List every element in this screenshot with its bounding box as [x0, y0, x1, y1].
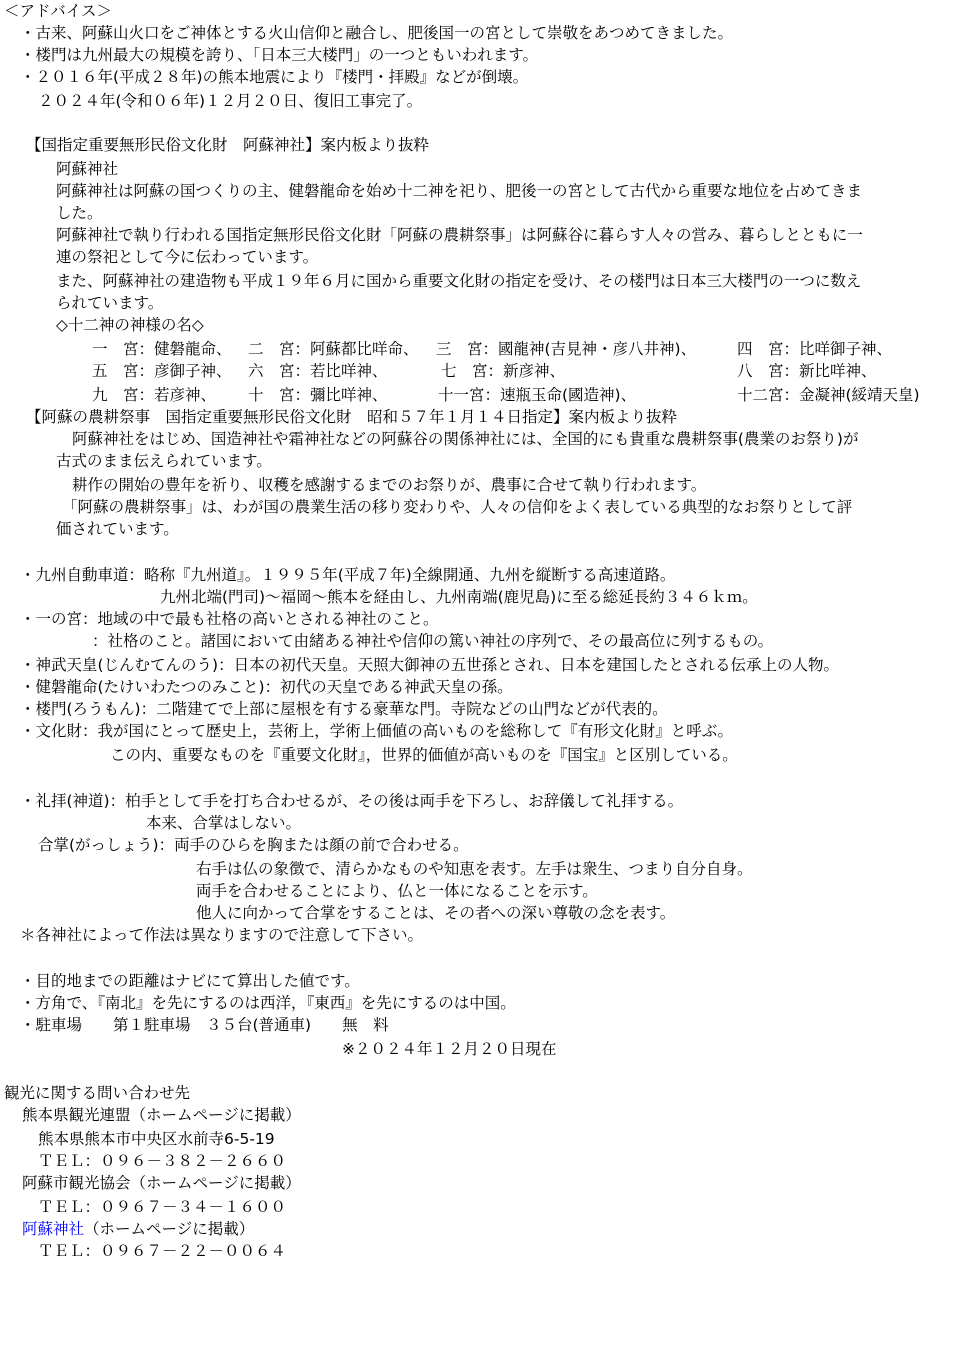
worship-line: 他人に向かって合掌をすることは、その者への深い尊敬の念を表す。 — [196, 904, 676, 922]
advice-line: ２０２４年(令和０６年)１２月２０日、復旧工事完了。 — [38, 92, 423, 110]
advice-line: ・楼門は九州最大の規模を誇り、「日本三大楼門」の一つともいわれます。 — [20, 46, 539, 64]
glossary-line: ・九州自動車道：略称『九州道』。１９９５年(平成７年)全線開通、九州を縦断する高速道路。 — [20, 566, 676, 584]
contact-tel: ＴＥＬ：０９６７－３４－１６００ — [38, 1198, 287, 1216]
plaque1-subheading: 阿蘇神社 — [56, 160, 119, 178]
contact-tel: ＴＥＬ：０９６７－２２－００６４ — [38, 1242, 287, 1260]
glossary-line: ・健磐龍命(たけいわたつのみこと)：初代の天皇である神武天皇の孫。 — [20, 678, 513, 696]
god-item: 十 宮：彌比咩神、 — [248, 386, 388, 404]
advice-line: ・２０１６年(平成２８年)の熊本地震により『楼門・拝殿』などが倒壊。 — [20, 68, 529, 86]
worship-line: 本来、合掌はしない。 — [146, 814, 302, 832]
parking-line: ・駐車場 第１駐車場 ３５台(普通車) 無 料 — [20, 1016, 389, 1034]
plaque1-line: 阿蘇神社は阿蘇の国つくりの主、健磐龍命を始め十二神を祀り、肥後一の宮として古代から重要な地位を占めてきま — [56, 182, 863, 200]
glossary-line: ・文化財：我が国にとって歴史上，芸術上，学術上価値の高いものを総称して『有形文化財』と呼ぶ。 — [20, 722, 734, 740]
note-line: ・方角で、『南北』を先にするのは西洋，『東西』を先にするのは中国。 — [20, 994, 516, 1012]
glossary-line: ・神武天皇(じんむてんのう)：日本の初代天皇。天照大御神の五世孫とされ、日本を建国したとされる伝承上の人物。 — [20, 656, 840, 674]
glossary-line: ・一の宮：地域の中で最も社格の高いとされる神社のこと。 — [20, 610, 439, 628]
gods-heading: ◇十二神の神様の名◇ — [56, 316, 204, 334]
note-line: ・目的地までの距離はナビにて算出した値です。 — [20, 972, 360, 990]
plaque2-line: 阿蘇神社をはじめ、国造神社や霜神社などの阿蘇谷の関係神社には、全国的にも貴重な農耕祭事(農業のお祭り)が — [72, 430, 859, 448]
contact-org: 熊本県観光連盟（ホームページに掲載） — [22, 1106, 301, 1124]
god-item: 六 宮：若比咩神、 — [248, 362, 388, 380]
advice-line: ・古来、阿蘇山火口をご神体とする火山信仰と融合し、肥後国一の宮として崇敬をあつめてきました。 — [20, 24, 734, 42]
advice-heading: ＜アドバイス＞ — [4, 2, 113, 20]
contact-org-row — [22, 1218, 254, 1240]
glossary-line: ：社格のこと。諸国において由緒ある神社や信仰の篤い神社の序列で、その最高位に列するもの。 — [92, 632, 774, 650]
god-item: 七 宮：新彦神、 — [441, 362, 566, 380]
contacts-heading: 観光に関する問い合わせ先 — [4, 1084, 191, 1102]
plaque2-line: 「阿蘇の農耕祭事」は、わが国の農業生活の移り変わりや、人々の信仰をよく表している典型的なお祭りとして評 — [62, 498, 853, 516]
god-item: 八 宮：新比咩神、 — [737, 362, 877, 380]
plaque2-line: 価されています。 — [56, 520, 179, 538]
plaque2-line: 古式のまま伝えられています。 — [56, 452, 272, 470]
contact-tel: ＴＥＬ：０９６－３８２－２６６０ — [38, 1152, 287, 1170]
plaque1-line: また、阿蘇神社の建造物も平成１９年６月に国から重要文化財の指定を受け、その楼門は日本三大楼門の一つに数え — [56, 272, 862, 290]
plaque1-heading: 【国指定重要無形民俗文化財 阿蘇神社】案内板より抜粋 — [26, 136, 430, 154]
glossary-line: 九州北端(門司)～福岡～熊本を経由し、九州南端(鹿児島)に至る総延長約３４６ｋｍ。 — [160, 588, 758, 606]
contact-address: 熊本県熊本市中央区水前寺6-5-19 — [38, 1130, 275, 1148]
plaque1-line: られています。 — [56, 294, 164, 312]
god-item: 三 宮：國龍神(吉見神・彦八井神)、 — [436, 340, 697, 358]
god-item: 一 宮：健磐龍命、 — [92, 340, 232, 358]
glossary-line: この内、重要なものを『重要文化財』，世界的価値が高いものを『国宝』と区別している。 — [110, 746, 738, 764]
plaque2-heading: 【阿蘇の農耕祭事 国指定重要無形民俗文化財 昭和５７年１月１４日指定】案内板より抜粋 — [26, 408, 678, 426]
worship-line: 合掌(がっしょう)：両手のひらを胸または顔の前で合わせる。 — [38, 836, 469, 854]
god-item: 四 宮：比咩御子神、 — [737, 340, 893, 358]
plaque1-line: した。 — [56, 204, 103, 222]
god-item: 十二宮：金凝神(綏靖天皇) — [737, 386, 920, 404]
as-of-date: ※２０２４年１２月２０日現在 — [342, 1040, 557, 1058]
god-item: 九 宮：若彦神、 — [92, 386, 217, 404]
worship-line: 右手は仏の象徴で、清らかなものや知恵を表す。左手は衆生、つまり自分自身。 — [196, 860, 753, 878]
worship-line: 両手を合わせることにより、仏と一体になることを示す。 — [196, 882, 598, 900]
plaque2-line: 耕作の開始の豊年を祈り、収穫を感謝するまでのお祭りが、農事に合せて執り行われます。 — [72, 476, 707, 494]
god-item: 十一宮：速瓶玉命(國造神)、 — [438, 386, 637, 404]
contact-org-note: （ホームページに掲載） — [84, 1220, 255, 1238]
god-item: 五 宮：彦御子神、 — [92, 362, 232, 380]
plaque1-line: 連の祭祀として今に伝わっています。 — [56, 248, 319, 266]
plaque1-line: 阿蘇神社で執り行われる国指定無形民俗文化財「阿蘇の農耕祭事」は阿蘇谷に暮らす人々の営み、暮らしとともに一 — [56, 226, 863, 244]
contact-org: 阿蘇市観光協会（ホームページに掲載） — [22, 1174, 301, 1192]
god-item: 二 宮：阿蘇都比咩命、 — [248, 340, 419, 358]
aso-shrine-link[interactable]: 阿蘇神社 — [22, 1220, 85, 1238]
worship-line: ・礼拝(神道)：柏手として手を打ち合わせるが、その後は両手を下ろし、お辞儀して礼拝する。 — [20, 792, 684, 810]
worship-note: ＊各神社によって作法は異なりますので注意して下さい。 — [20, 926, 424, 944]
glossary-line: ・楼門(ろうもん)：二階建てで上部に屋根を有する豪華な門。寺院などの山門などが代表的。 — [20, 700, 668, 718]
